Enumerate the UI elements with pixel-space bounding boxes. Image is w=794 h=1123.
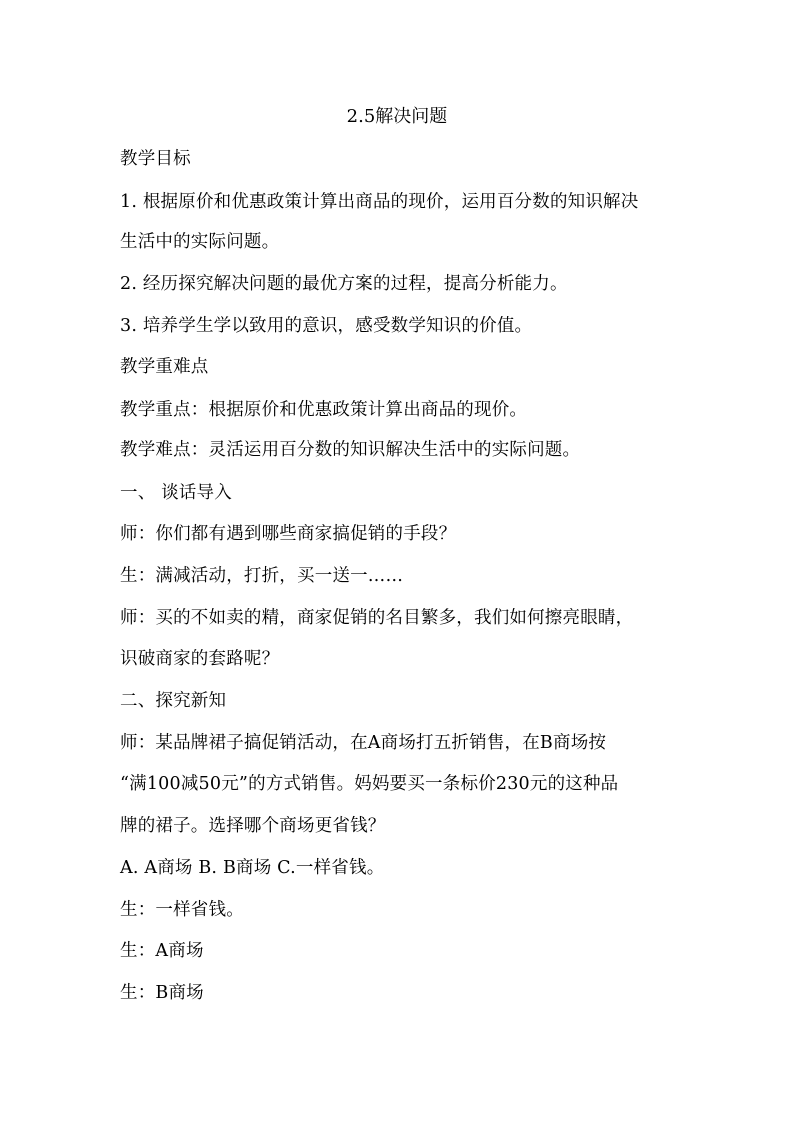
objective-3: 3. 培养学生学以致用的意识，感受数学知识的价值。: [120, 316, 533, 336]
section-heading-key-points: 教学重难点: [120, 357, 209, 377]
document-title: 2.5解决问题: [346, 106, 448, 127]
student-response: 生：B商场: [120, 983, 204, 1003]
objective-1-line-2: 生活中的实际问题。: [120, 232, 280, 252]
key-point: 教学重点：根据原价和优惠政策计算出商品的现价。: [120, 400, 528, 420]
section-heading-introduction: 一、 谈话导入: [120, 483, 232, 503]
objective-2: 2. 经历探究解决问题的最优方案的过程，提高分析能力。: [120, 274, 568, 294]
student-response: 生：A商场: [120, 941, 204, 961]
objective-1-line-1: 1. 根据原价和优惠政策计算出商品的现价，运用百分数的知识解决: [120, 192, 639, 212]
answer-options: A. A商场 B. B商场 C.一样省钱。: [120, 858, 385, 878]
dialogue-line: 生：满减活动，打折，买一送一……: [120, 566, 404, 586]
problem-line-1: 师：某品牌裙子搞促销活动，在A商场打五折销售，在B商场按: [120, 733, 607, 753]
student-response: 生：一样省钱。: [120, 900, 244, 920]
dialogue-line: 师：你们都有遇到哪些商家搞促销的手段？: [120, 524, 457, 544]
section-heading-explore: 二、探究新知: [120, 691, 227, 711]
problem-line-3: 牌的裙子。选择哪个商场更省钱？: [120, 816, 386, 836]
difficult-point: 教学难点：灵活运用百分数的知识解决生活中的实际问题。: [120, 440, 581, 460]
section-heading-objectives: 教学目标: [120, 149, 191, 169]
dialogue-line-continued: 识破商家的套路呢？: [120, 649, 280, 669]
problem-line-2: “满100减50元”的方式销售。妈妈要买一条标价230元的这种品: [120, 774, 619, 794]
dialogue-line: 师：买的不如卖的精，商家促销的名目繁多，我们如何擦亮眼睛，: [120, 608, 634, 628]
